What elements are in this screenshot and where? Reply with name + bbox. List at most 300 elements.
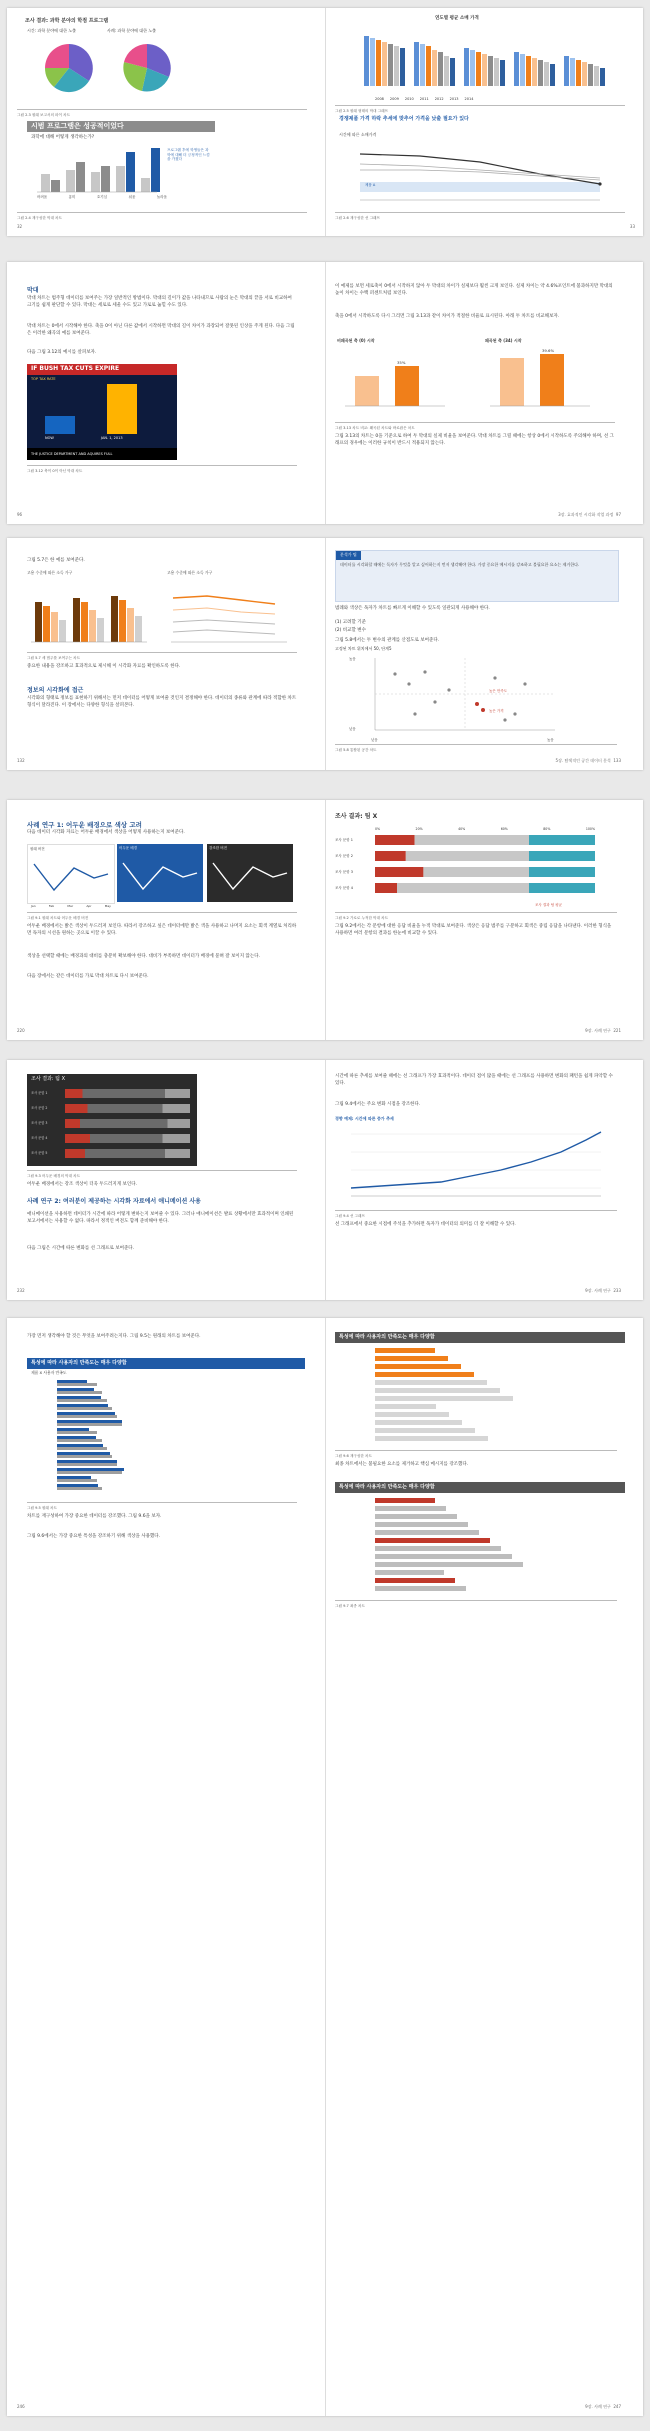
month-label: Apr (86, 904, 92, 908)
running-head-text: 5장. 탐색적인 공간 데이터 분석 (555, 757, 611, 763)
bar-series-b (57, 1439, 102, 1442)
row-label: 조사 문항 1 (335, 838, 353, 842)
dark-segment (163, 1134, 191, 1143)
bar-series-a (57, 1436, 96, 1439)
figure-caption: 그림 9.5 원래 차트 (27, 1502, 297, 1512)
value-label: 39.6% (542, 348, 555, 353)
spread-5 (7, 1060, 643, 1300)
tv-subhead: TOP TAX RATE (31, 376, 56, 381)
scatter-point (433, 700, 436, 703)
paragraph: 색상을 선택할 때에는 배경과의 대비를 충분히 확보해야 한다. 대비가 부족하면 데이터가 배경에 묻혀 잘 보이지 않는다. (27, 954, 260, 959)
dark-segment (83, 1089, 166, 1098)
cat-label: 쉬움 (128, 195, 136, 199)
scatter-point (413, 712, 416, 715)
grouped-bar (470, 50, 475, 86)
grouped-bar (476, 52, 481, 86)
scale-row (375, 826, 595, 833)
legend-item: 2009 (389, 97, 399, 101)
bar-series-b (57, 1399, 107, 1402)
grouped-bar (464, 48, 469, 86)
cat-label: 흥미 (68, 195, 76, 199)
month-label: May (104, 904, 111, 908)
panel-dark (207, 844, 293, 902)
scale-label: 60% (500, 827, 508, 831)
grouped-bar (520, 54, 525, 86)
paragraph: 그림 5.7은 한 예를 보여준다. (27, 558, 85, 563)
figure-caption: 그림 2.5 원래 형태의 막대 그래프 (335, 105, 625, 115)
chart-label: 고용 수준에 따른 소득 가구 (167, 570, 213, 575)
page-number: 97 (615, 511, 621, 517)
bar-series-b (57, 1479, 97, 1482)
paragraph: 어두운 배경에서는 강조 색상이 더욱 두드러지게 보인다. (27, 1182, 137, 1187)
line-subtitle: 시간에 따른 소매가격 (339, 132, 377, 137)
highlight-bar (375, 1514, 457, 1519)
orange-bar (51, 612, 58, 642)
orange-line-chart (167, 578, 297, 648)
scale-label: 80% (543, 827, 551, 831)
spread-3 (7, 538, 643, 770)
stacked-segment (529, 867, 595, 877)
page-right (335, 538, 635, 770)
pie-left-label: 시간: 과학 분야에 대한 노출 (27, 28, 76, 33)
section-heading: 막대 (27, 287, 39, 294)
paragraph: 어두운 배경에서는 밝은 색상이 두드러져 보인다. 따라서 강조하고 싶은 데이터에만 밝은 색을 사용하고 나머지 요소는 회색 계열로 처리하면 독자의 시선을 원하는 곳으로 이끌 수 있다. (27, 924, 297, 936)
chart-title: 연도별 평균 소매 가격 (435, 16, 479, 21)
grouped-bar (394, 46, 399, 86)
dark-segment (165, 1149, 190, 1158)
bar-before (41, 174, 50, 192)
stacked-segment (529, 883, 595, 893)
list-item: (1) 고려할 기준 (335, 620, 366, 625)
paragraph: 다음 장에서는 같은 데이터를 가로 막대 차트로 다시 보여준다. (27, 974, 149, 979)
bar-series-a (57, 1380, 87, 1383)
grouped-bar (482, 54, 487, 86)
legend-item: 2012 (434, 97, 444, 101)
bar-after (151, 148, 160, 192)
page-left (17, 800, 317, 1040)
row-label: 조사 문항 4 (31, 1136, 48, 1140)
grouped-bar (544, 62, 549, 86)
paragraph: 그림 3.13의 차트는 0을 기준으로 하여 두 막대의 실제 비율을 보여준다. 막대 차트를 그릴 때에는 항상 0에서 시작하도록 주의해야 하며, 선 그래프의 경우에는 이러한 규칙이 반드시 적용되지 않는다. (335, 434, 615, 446)
dark-chart (27, 1074, 197, 1166)
grouped-bar (570, 58, 575, 86)
scatter-point (423, 670, 426, 673)
bar-series-b (57, 1383, 97, 1386)
bar-series-a (57, 1444, 103, 1447)
tv-headline: IF BUSH TAX CUTS EXPIRE (27, 364, 177, 375)
page-number: 32 (17, 223, 23, 229)
legend (375, 96, 473, 103)
axis-label: 높음 (547, 738, 554, 742)
grouped-bar (382, 42, 387, 86)
blue-title-bar: 특성에 따라 사용자의 만족도는 매우 다양함 (27, 1358, 305, 1369)
page-left (17, 1060, 317, 1300)
running-head-text: 9장. 사례 연구 (585, 2403, 611, 2409)
highlight-bar (375, 1396, 513, 1401)
scatter-point (407, 682, 410, 685)
bar-series-a (57, 1452, 110, 1455)
highlight-bar (375, 1546, 501, 1551)
paragraph: 다음 그림 3.12의 예시를 살펴보자. (27, 350, 97, 355)
orange-bar (59, 620, 66, 642)
stacked-segment (406, 851, 529, 861)
bar-after (126, 152, 135, 192)
dark-segment (165, 1089, 190, 1098)
paragraph: 시간에 따른 추세를 보여줄 때에는 선 그래프가 가장 효과적이다. 데이터 점이 많을 때에는 선 그래프를 사용하면 변화의 패턴을 쉽게 파악할 수 있다. (335, 1074, 613, 1086)
grouped-bar (438, 52, 443, 86)
dark-segment (90, 1134, 163, 1143)
orange-highlight-bars (335, 1346, 617, 1446)
bar-cat-labels (37, 194, 167, 201)
legend-item: 2011 (419, 97, 429, 101)
stacked-segment (397, 883, 529, 893)
page-right (335, 800, 635, 1040)
page-right (335, 262, 635, 524)
grouped-bar (414, 42, 419, 86)
scatter-point (447, 688, 450, 691)
dark-segment (85, 1149, 165, 1158)
highlight-bar (375, 1586, 466, 1591)
dark-chart-title: 조사 결과: 팀 X (31, 1076, 66, 1082)
page-number: 232 (17, 1287, 25, 1293)
figure-caption: 그림 9.7 최종 차트 (335, 1600, 617, 1610)
grouped-bar (432, 50, 437, 86)
scale-label: 40% (458, 827, 466, 831)
grouped-bar (488, 56, 493, 86)
bar-series-b (57, 1463, 117, 1466)
highlight-bar (375, 1428, 475, 1433)
page-right (335, 1318, 635, 2416)
panel-line (117, 853, 203, 899)
stacked-bar-chart (375, 834, 605, 902)
paragraph: 그림 9.4에서는 주요 변화 시점을 강조한다. (335, 1102, 421, 1107)
running-head (585, 2404, 621, 2411)
bar-series-a (57, 1412, 115, 1415)
bar-series-a (57, 1388, 94, 1391)
grouped-bar (538, 60, 543, 86)
bar-before (141, 178, 150, 192)
bar-series-b (57, 1431, 97, 1434)
month-axis (31, 903, 111, 910)
highlight-bar (375, 1412, 449, 1417)
running-head-text: 9장. 사례 연구 (585, 1027, 611, 1033)
orange-bar (81, 602, 88, 642)
page-left (17, 538, 317, 770)
axis-label: 높음 (349, 657, 356, 661)
spread-6 (7, 1318, 643, 2416)
bar-after (101, 166, 110, 192)
running-head (556, 758, 621, 765)
orange-bar (97, 618, 104, 642)
tv-label-jan: JAN. 1, 2013 (101, 435, 123, 440)
gray-highlight-bars (335, 1496, 617, 1596)
highlight-bar (375, 1380, 487, 1385)
page-number: 33 (629, 223, 635, 229)
row-label: 조사 문항 3 (335, 870, 353, 874)
orange-bar (43, 606, 50, 642)
paragraph: 막대 차트는 범주형 데이터를 보여주는 가장 일반적인 방법이다. 막대의 길이가 값을 나타내므로 사람의 눈은 막대의 끝을 서로 비교하여 크기를 쉽게 판단할 수 있다. 막대는 세로로 세울 수도 있고 가로로 눕힐 수도 있다. (27, 296, 292, 308)
paragraph: 막대 차트는 0에서 시작해야 한다. 축을 0이 아닌 다른 값에서 시작하면 막대의 길이 차이가 과장되어 잘못된 인상을 주게 된다. 다음 그림은 이러한 왜곡의 예를 보여준다. (27, 324, 295, 336)
tv-bar-jan (107, 384, 137, 434)
highlight-bar (375, 1372, 474, 1377)
figure-caption: 그림 2.4 재구성한 막대 차트 (17, 212, 307, 222)
row-label: 조사 문항 2 (31, 1106, 48, 1110)
bar-before (116, 166, 125, 192)
scatter-point (493, 676, 496, 679)
scale-label: 20% (415, 827, 423, 831)
legend-item: 2008 (375, 97, 384, 101)
paragraph: 중요한 내용을 강조하고 효과적으로 제시해 이 시각화 자료를 확인하도록 한다. (27, 664, 181, 669)
dark-segment (65, 1104, 88, 1113)
page-number: 132 (17, 757, 25, 763)
running-head (585, 1288, 621, 1295)
growth-line-chart (341, 1124, 611, 1204)
small-chart-label: 왜곡된 축 (34) 시작 (485, 338, 522, 343)
orange-bar (35, 602, 42, 642)
paragraph: 다음 데이터 시각화 자료는 어두운 배경에서 색상을 어떻게 사용하는지 보여준다. (27, 830, 185, 835)
paragraph: 축을 0에서 시작하도록 다시 그리면 그림 3.13과 같이 차이가 적절한 비율로 표시된다. 아래 두 차트를 비교해보자. (335, 314, 560, 319)
section-heading: 사례 연구 2: 여러분이 제공하는 시각화 자료에서 애니메이션 사용 (27, 1198, 201, 1205)
grouped-bar (550, 64, 555, 86)
orange-bar-chart (27, 578, 157, 648)
tip-box (335, 550, 619, 602)
value-label: 35% (397, 360, 406, 365)
bar-series-a (57, 1420, 122, 1423)
grouped-bar (594, 66, 599, 86)
paragraph: 이 예제를 보면 세로축이 0에서 시작하지 않아 두 막대의 차이가 실제보다 훨씬 크게 보인다. 실제 차이는 약 4.6%포인트에 불과하지만 막대의 높이 차이는 수백 퍼센트처럼 보인다. (335, 284, 613, 296)
page-left (17, 8, 317, 236)
grouped-bar (582, 62, 587, 86)
page-right (335, 1060, 635, 1300)
legend-item: 2013 (449, 97, 459, 101)
paragraph: 시각화의 형태로 정보를 표현하기 위해서는 먼저 데이터를 어떻게 보여줄 것인지 결정해야 한다. 데이터의 종류와 관계에 따라 적합한 차트 형식이 달라진다. 이 장에서는 다양한 형식을 살펴본다. (27, 696, 297, 708)
figure-caption: 그림 9.2 가로로 누적한 막대 차트 (335, 912, 617, 922)
tip-box-text: 데이터를 시각화할 때에는 독자가 무엇을 알고 싶어하는지 먼저 생각해야 한다. 가장 중요한 메시지를 강조하고 불필요한 요소는 제거한다. (340, 561, 580, 567)
panel-label: 어두운 배경 (119, 846, 138, 850)
tv-bar-now (45, 416, 75, 434)
stacked-segment (415, 835, 529, 845)
annotation: 높은 만족도 (489, 689, 508, 693)
bar-series-a (57, 1396, 101, 1399)
bar-note: 프로그램 후에 학생들은 과학에 대해 더 긍정적인 느낌을 가졌다 (167, 148, 210, 161)
running-head-text: 3장. 효과적인 시각화 작업 과정 (558, 511, 614, 517)
dark-bars (65, 1088, 195, 1164)
grouped-bar (576, 60, 581, 86)
highlight-bar (375, 1578, 455, 1583)
dark-segment (88, 1104, 163, 1113)
grouped-bar (526, 56, 531, 86)
row-label: 조사 문항 4 (335, 886, 353, 890)
highlight-bar (375, 1388, 500, 1393)
orange-bar (111, 596, 118, 642)
annotation: 높은 가격 (489, 709, 504, 713)
scale-label: 0% (375, 827, 381, 831)
highlight-bar (375, 1538, 490, 1543)
stacked-segment (529, 851, 595, 861)
row-label: 조사 문항 3 (31, 1121, 48, 1125)
highlight-bar (375, 1522, 468, 1527)
cat-label: 어려움 (37, 195, 48, 199)
page-number: 221 (613, 1027, 621, 1033)
figure-caption: 그림 9.3 어두운 배경의 막대 차트 (27, 1170, 297, 1180)
highlight-bar (375, 1530, 479, 1535)
grouped-bar (376, 40, 381, 86)
figure-caption: 그림 3.13 차트 비교: 왜곡된 차트와 바로잡은 차트 (335, 422, 615, 432)
dark-row-labels (31, 1088, 65, 1163)
grouped-bar (400, 48, 405, 86)
orange-bar (73, 598, 80, 642)
satisfaction-bars (27, 1378, 297, 1498)
bar-series-a (57, 1484, 98, 1487)
bar-series-a (57, 1476, 91, 1479)
highlight-bar (375, 1554, 512, 1559)
stacked-segment (375, 835, 415, 845)
chart-label: 고용 수준에 따른 소득 가구 (27, 570, 73, 575)
bar-series-b (57, 1447, 107, 1450)
grouped-bar (564, 56, 569, 86)
bar-series-b (57, 1455, 112, 1458)
grouped-bar (370, 38, 375, 86)
stacked-segment (375, 851, 406, 861)
highlight-bar (375, 1364, 461, 1369)
bar-before (66, 170, 75, 192)
bar-series-b (57, 1487, 102, 1490)
page-number: 246 (17, 2403, 25, 2409)
dark-segment (65, 1149, 85, 1158)
scatter-point (503, 718, 506, 721)
highlight-bar (375, 1356, 448, 1361)
grouped-bar (426, 46, 431, 86)
blue-heading: 경쟁제품 가격 하락 추세에 맞추어 가격을 낮출 필요가 있다 (339, 116, 469, 122)
row-label: 조사 문항 5 (31, 1151, 48, 1155)
row-labels (335, 834, 375, 898)
paragraph: 차트를 재구성하여 가장 중요한 데이터를 강조했다. 그림 9.6을 보자. (27, 1514, 162, 1519)
highlight-bar (375, 1420, 462, 1425)
scale-label: 100% (585, 827, 595, 831)
dark-segment (80, 1119, 168, 1128)
page-number: 220 (17, 1027, 25, 1033)
section-heading: 정보의 시각화에 접근 (27, 687, 84, 694)
month-label: Feb (48, 904, 55, 908)
section-heading: 사례 연구 1: 어두운 배경으로 색상 고려 (27, 821, 142, 829)
grouped-bar (444, 56, 449, 86)
paragraph: 다음 그림은 시간에 따른 변화를 선 그래프로 보여준다. (27, 1246, 135, 1251)
line-chart (340, 140, 620, 208)
page-left (17, 1318, 317, 2416)
orange-bar (135, 616, 142, 642)
paragraph: 가장 먼저 생각해야 할 것은 무엇을 보여주려는지다. 그림 9.5는 원래의 차트를 보여준다. (27, 1334, 201, 1339)
paragraph: 범례와 색상은 독자가 차트를 빠르게 이해할 수 있도록 일관되게 사용해야 한다. (335, 606, 490, 611)
panel-line (207, 853, 293, 899)
title-bar: 특성에 따라 사용자의 만족도는 매우 다양함 (335, 1482, 625, 1493)
highlight-bar (375, 1570, 444, 1575)
highlight-bar (375, 1506, 446, 1511)
figure-caption: 그림 2.3 원래 보고서의 파이 차트 (17, 109, 307, 119)
paragraph: 선 그래프에서 중요한 시점에 주석을 추가하면 독자가 데이터의 의미를 더 잘 이해할 수 있다. (335, 1222, 516, 1227)
bar-series-b (57, 1415, 117, 1418)
panel-label: 강조한 버전 (209, 846, 228, 850)
scatter-point (523, 682, 526, 685)
dark-segment (65, 1119, 80, 1128)
line-title: 경향 예제: 시간에 따른 증가 추세 (335, 1116, 394, 1121)
spread-2 (7, 262, 643, 524)
figure-caption: 그림 9.1 원래 차트와 어두운 배경 버전 (27, 912, 297, 922)
figure-caption: 그림 9.4 선 그래프 (335, 1210, 617, 1220)
row-label: 조사 문항 1 (31, 1091, 48, 1095)
axis-label: 낮음 (371, 738, 378, 742)
panel-subtitle: 제품 X 사용자 만족도 (31, 1370, 67, 1375)
scatter-title: 고정된 차트 위치에서 50, 단계5 (335, 646, 392, 651)
running-head-text: 9장. 사례 연구 (585, 1287, 611, 1293)
page-number: 96 (17, 511, 23, 517)
stacked-segment (529, 835, 595, 845)
legend: 조사 결과 팀 평균 (535, 903, 563, 907)
bar-series-a (57, 1468, 124, 1471)
bar-series-a (57, 1460, 117, 1463)
month-label: Jan (31, 904, 36, 908)
pie-right-label: 사례: 과학 분야에 대한 노출 (107, 28, 156, 33)
highlight-bar (375, 1562, 523, 1567)
bar-after (76, 162, 85, 192)
panel-label: 원래 버전 (30, 847, 45, 851)
figure-caption: 그림 2.6 재구성한 선 그래프 (335, 212, 625, 222)
grouped-bar (532, 58, 537, 86)
tv-label-now: NOW (45, 435, 54, 440)
page-left (17, 262, 317, 524)
orange-bar (119, 600, 126, 642)
figure-caption: 그림 3.12 축이 0이 아닌 막대 차트 (27, 465, 297, 475)
dark-segment (163, 1104, 191, 1113)
figure-caption: 그림 9.6 재구성한 차트 (335, 1450, 617, 1460)
title-bar: 특성에 따라 사용자의 만족도는 매우 다양함 (335, 1332, 625, 1343)
figure-caption: 그림 5.7 세 범주를 보여주는 차트 (27, 652, 297, 662)
scatter-point (513, 712, 516, 715)
row-label: 조사 문항 2 (335, 854, 353, 858)
running-head (585, 1028, 621, 1035)
orange-bar (89, 610, 96, 642)
page-right (335, 8, 635, 236)
page-number: 247 (613, 2403, 621, 2409)
grouped-bar (588, 64, 593, 86)
highlight-bar (375, 1498, 435, 1503)
cat-label: 호기심 (96, 195, 108, 199)
tv-screenshot (27, 364, 177, 460)
list-item: (2) 비교할 변수 (335, 628, 366, 633)
grouped-bar (450, 58, 455, 86)
line-label: 제품 A (365, 183, 376, 187)
stacked-segment (375, 867, 423, 877)
highlight-bar (375, 1436, 488, 1441)
bar-series-a (57, 1428, 89, 1431)
grouped-bar (364, 36, 369, 86)
bar-subtitle: 과학에 대해 어떻게 생각하는가? (31, 135, 95, 140)
paragraph: 애니메이션을 사용하면 데이터가 시간에 따라 어떻게 변하는지 보여줄 수 있다. 그러나 애니메이션은 발표 상황에서만 효과적이며 인쇄된 보고서에서는 사용할 수 없다. 따라서 정적인 버전도 함께 준비해야 한다. (27, 1212, 294, 1224)
bar-series-b (57, 1471, 122, 1474)
month-label: Mar (67, 904, 74, 908)
dark-segment (168, 1119, 191, 1128)
panel-light (27, 844, 115, 904)
figure-caption: 그림 5.8 통합된 공간 차트 (335, 744, 617, 754)
paragraph: 그림 9.2에서는 각 문항에 대한 응답 비율을 누적 막대로 보여준다. 색상은 응답 범주를 구분하고 회색은 중립 응답을 나타낸다. 이러한 형식을 사용하면 여러 문항의 결과를 한눈에 비교할 수 있다. (335, 924, 612, 936)
running-head (558, 512, 621, 519)
grouped-bar (514, 52, 519, 86)
small-chart-label: 비왜곡된 축 (0) 시작 (337, 338, 375, 343)
paragraph: 최종 차트에서는 불필요한 요소를 제거하고 핵심 메시지를 강조했다. (335, 1462, 469, 1467)
legend-item: 2014 (464, 97, 474, 101)
cat-label: 놀라움 (156, 195, 167, 199)
page-number: 233 (613, 1287, 621, 1293)
bar-series-b (57, 1391, 102, 1394)
